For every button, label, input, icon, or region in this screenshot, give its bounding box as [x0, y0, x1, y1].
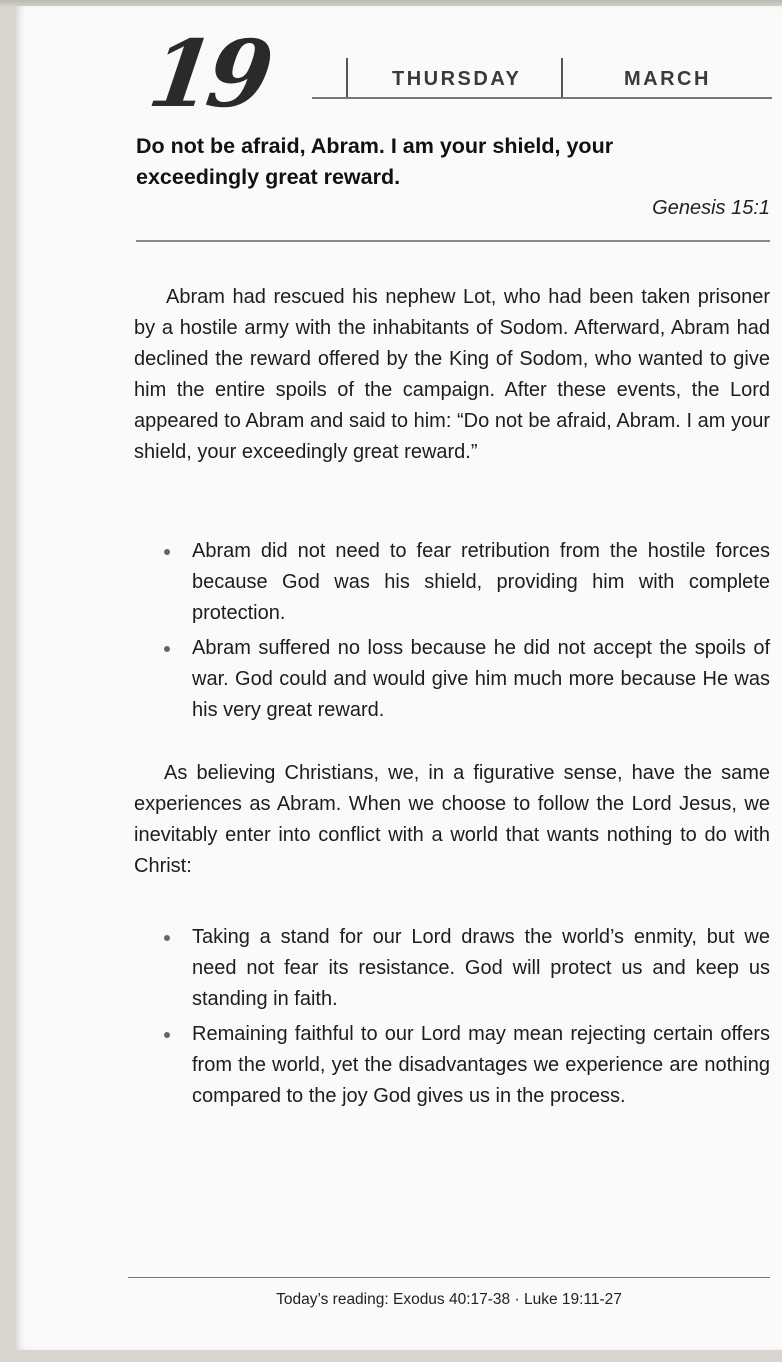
- day-number: 19: [142, 20, 274, 128]
- verse-divider: [136, 240, 770, 242]
- header-divider: [561, 58, 563, 98]
- todays-reading: Today’s reading: Exodus 40:17-38 · Luke 19:11-27: [276, 1291, 622, 1308]
- list-item-text: Abram suffered no loss because he did not accept the spoils of war. God could and would give him much more because He was his very great reward.: [192, 637, 770, 721]
- list-item: [160, 633, 770, 726]
- verse-reference: Genesis 15:1: [652, 197, 770, 219]
- bullet-icon: [164, 646, 170, 652]
- list-item: [160, 536, 770, 629]
- list-item-text: Abram did not need to fear retribution from the hostile forces because God was his shield, providing him with complete protection.: [192, 540, 770, 624]
- header-divider: [346, 58, 348, 98]
- weekday-label: THURSDAY: [392, 68, 522, 90]
- list-item-text: Taking a stand for our Lord draws the world’s enmity, but we need not fear its resistance. God will protect us and keep us standing in faith.: [192, 926, 770, 1010]
- month-label: MARCH: [624, 68, 711, 90]
- bullet-list-abram: [160, 536, 770, 730]
- bullet-icon: [164, 1032, 170, 1038]
- key-verse: Do not be afraid, Abram. I am your shield, your exceedingly great reward.: [136, 134, 614, 189]
- list-item: [160, 1019, 770, 1112]
- bullet-list-christians: [160, 922, 770, 1116]
- list-item-text: Remaining faithful to our Lord may mean rejecting certain offers from the world, yet the disadvantages we experience are nothing compared to the joy God gives us in the process.: [192, 1023, 770, 1107]
- list-item: [160, 922, 770, 1015]
- bullet-icon: [164, 549, 170, 555]
- paragraph-application: As believing Christians, we, in a figurative sense, have the same experiences as Abram. When we choose to follow the Lord Jesus, we inevitably enter into conflict with a world that wants nothing to do with Christ:: [134, 762, 770, 877]
- paragraph-intro: Abram had rescued his nephew Lot, who had been taken prisoner by a hostile army with the inhabitants of Sodom. Afterward, Abram had declined the reward offered by the King of Sodom, who wanted to give him the entire spoils of the campaign. After these events, the Lord appeared to Abram and said to him: “Do not be afraid, Abram. I am your shield, your exceedingly great reward.”: [134, 286, 770, 463]
- bullet-icon: [164, 935, 170, 941]
- footer-divider: [128, 1277, 770, 1278]
- header-rule: [312, 97, 772, 99]
